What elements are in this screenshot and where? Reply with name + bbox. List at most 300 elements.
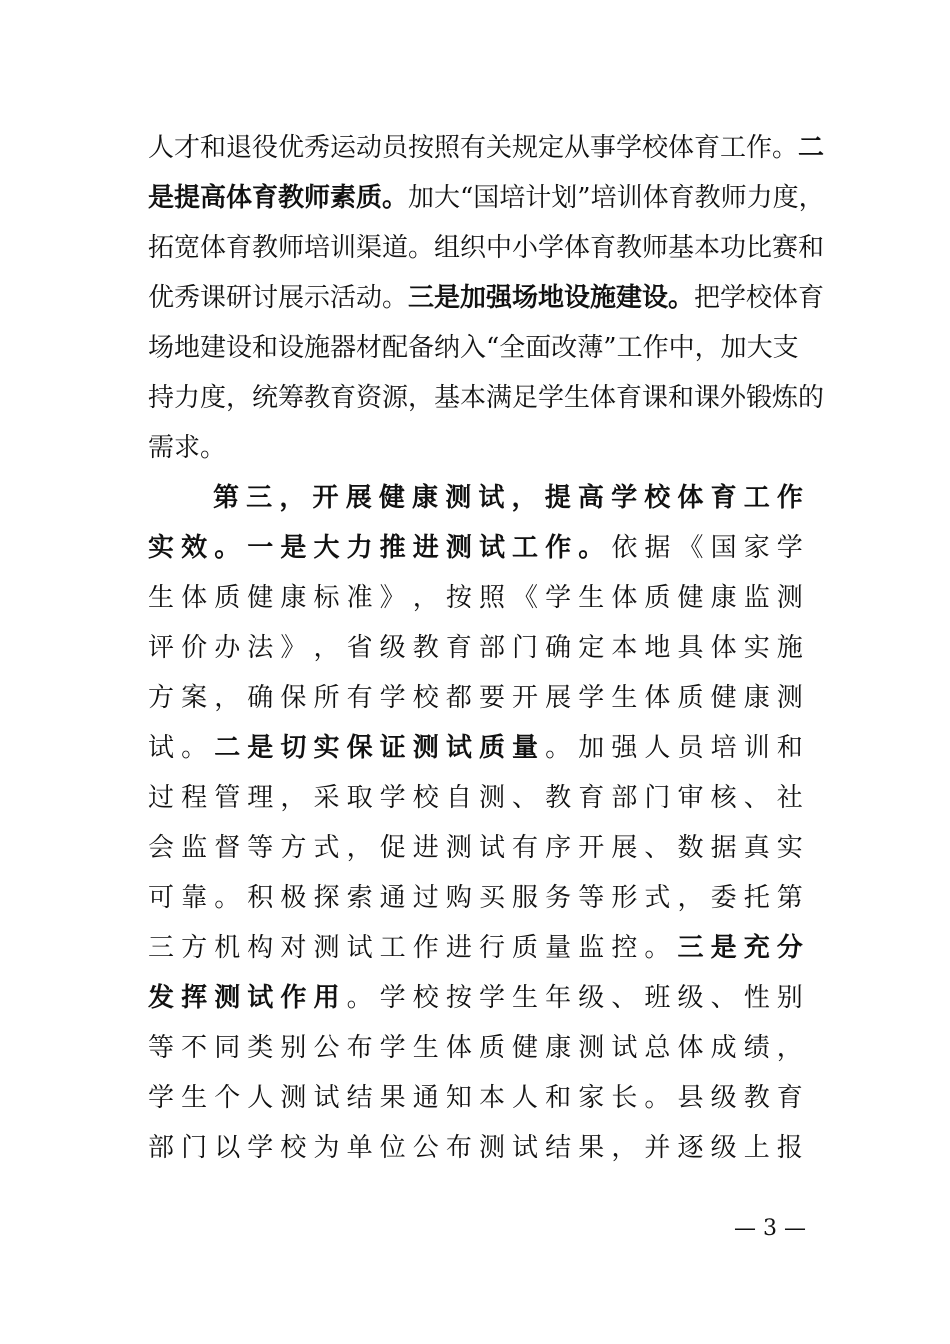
glyph: 测	[578, 1033, 605, 1063]
glyph: 。	[346, 983, 373, 1013]
glyph: 实	[148, 533, 175, 563]
text-line-18	[148, 976, 803, 1020]
glyph: 是	[247, 733, 274, 763]
glyph: 级	[578, 983, 605, 1013]
glyph: 强	[611, 733, 638, 763]
glyph: 保	[346, 733, 373, 763]
text-line-11	[148, 626, 803, 670]
glyph: 体	[611, 583, 638, 613]
glyph: 学	[611, 483, 638, 513]
glyph: 性	[743, 983, 770, 1013]
glyph: 体	[445, 1033, 472, 1063]
text-run: 优秀课研讨展示活动。	[148, 283, 409, 313]
glyph: 测	[280, 1083, 307, 1113]
glyph: 确	[545, 633, 572, 663]
glyph: 试	[445, 733, 472, 763]
glyph: 形	[611, 883, 638, 913]
glyph: 人	[512, 1083, 539, 1113]
glyph: 作	[280, 983, 307, 1013]
glyph: 是	[710, 933, 737, 963]
glyph: 量	[545, 933, 572, 963]
glyph: 以	[214, 1133, 241, 1163]
glyph: 通	[379, 883, 406, 913]
glyph: 果	[578, 1133, 605, 1163]
glyph: 施	[776, 633, 803, 663]
glyph: 《	[512, 583, 539, 613]
glyph: 育	[445, 633, 472, 663]
glyph: 校	[412, 783, 439, 813]
glyph: 采	[313, 783, 340, 813]
glyph: 测	[445, 833, 472, 863]
glyph: 教	[545, 783, 572, 813]
glyph: 单	[346, 1133, 373, 1163]
text-line-2	[148, 176, 825, 220]
glyph: 据	[644, 533, 671, 563]
glyph: ，	[214, 683, 241, 713]
glyph: 训	[743, 733, 770, 763]
glyph: 体	[181, 583, 208, 613]
glyph: 本	[478, 1083, 505, 1113]
glyph: 。	[644, 933, 671, 963]
glyph: 体	[644, 683, 671, 713]
glyph: 个	[214, 1083, 241, 1113]
glyph: 按	[445, 583, 472, 613]
glyph: 家	[578, 1083, 605, 1113]
glyph: 《	[677, 533, 704, 563]
glyph: 为	[313, 1133, 340, 1163]
glyph: 试	[478, 483, 505, 513]
glyph: 充	[743, 933, 770, 963]
glyph: 试	[346, 933, 373, 963]
glyph: 评	[148, 633, 175, 663]
glyph: 级	[710, 1133, 737, 1163]
text-line-7	[148, 426, 803, 470]
glyph: 质	[478, 733, 505, 763]
glyph: 本	[611, 633, 638, 663]
glyph: ，	[313, 633, 340, 663]
page-number: — 3 —	[734, 1216, 806, 1241]
glyph: 育	[776, 1083, 803, 1113]
glyph: 试	[313, 1083, 340, 1113]
glyph: 类	[247, 1033, 274, 1063]
glyph: 社	[776, 783, 803, 813]
glyph: 、	[710, 983, 737, 1013]
text-run: 持力度，统筹教育资源，基本满足学生体育课和课外锻炼的	[148, 383, 825, 413]
glyph: 保	[280, 683, 307, 713]
glyph: 质	[214, 583, 241, 613]
glyph: 依	[611, 533, 638, 563]
glyph: 知	[445, 1083, 472, 1113]
glyph: ，	[279, 483, 306, 513]
glyph: 展	[345, 483, 372, 513]
glyph: 测	[445, 533, 472, 563]
glyph: 实	[743, 633, 770, 663]
glyph: 。	[214, 883, 241, 913]
text-line-5	[148, 326, 803, 370]
glyph: 展	[545, 683, 572, 713]
text-line-21	[148, 1126, 803, 1170]
glyph: 生	[148, 583, 175, 613]
glyph: 门	[512, 633, 539, 663]
glyph: 试	[148, 733, 175, 763]
glyph: 序	[545, 833, 572, 863]
bold-text-run: 二	[798, 133, 825, 163]
glyph: 公	[412, 1133, 439, 1163]
glyph: 生	[611, 683, 638, 713]
text-run: 场地建设和设施器材配备纳入“全面改薄”工作中，加大支	[148, 333, 799, 363]
glyph: 学	[478, 983, 505, 1013]
glyph: 教	[743, 1083, 770, 1113]
glyph: 试	[611, 1033, 638, 1063]
glyph: 行	[478, 933, 505, 963]
glyph: 并	[644, 1133, 671, 1163]
glyph: 准	[346, 583, 373, 613]
glyph: 康	[412, 483, 439, 513]
glyph: 数	[677, 833, 704, 863]
text-line-13	[148, 726, 803, 770]
glyph: 结	[346, 1083, 373, 1113]
glyph: 级	[677, 983, 704, 1013]
glyph: 量	[512, 733, 539, 763]
glyph: ，	[511, 483, 538, 513]
glyph: 都	[445, 683, 472, 713]
glyph: 人	[644, 733, 671, 763]
glyph: 培	[710, 733, 737, 763]
glyph: 年	[545, 983, 572, 1013]
glyph: 促	[379, 833, 406, 863]
glyph: 结	[545, 1133, 572, 1163]
glyph: 机	[214, 933, 241, 963]
text-line-16	[148, 876, 803, 920]
glyph: 健	[378, 483, 405, 513]
glyph: 。	[644, 1083, 671, 1113]
glyph: 据	[710, 833, 737, 863]
glyph: 绩	[743, 1033, 770, 1063]
glyph: 按	[445, 983, 472, 1013]
glyph: 确	[247, 683, 274, 713]
text-line-20	[148, 1076, 803, 1120]
glyph: 和	[545, 1083, 572, 1113]
glyph: 监	[743, 583, 770, 613]
text-line-6	[148, 376, 825, 420]
glyph: 买	[478, 883, 505, 913]
glyph: 育	[578, 783, 605, 813]
glyph: 大	[313, 533, 340, 563]
text-line-12	[148, 676, 803, 720]
glyph: 家	[743, 533, 770, 563]
glyph: 生	[181, 1083, 208, 1113]
glyph: 和	[776, 733, 803, 763]
glyph: 有	[512, 833, 539, 863]
glyph: 有	[346, 683, 373, 713]
glyph: 索	[346, 883, 373, 913]
glyph: 理	[247, 783, 274, 813]
glyph: 审	[677, 783, 704, 813]
glyph: 过	[148, 783, 175, 813]
glyph: 靠	[181, 883, 208, 913]
glyph: 门	[181, 1133, 208, 1163]
glyph: 体	[677, 1033, 704, 1063]
glyph: 三	[246, 483, 273, 513]
glyph: 部	[611, 783, 638, 813]
glyph: 部	[478, 633, 505, 663]
text-run: 需求。	[148, 433, 227, 463]
glyph: 开	[312, 483, 339, 513]
glyph: 效	[181, 533, 208, 563]
text-line-9	[148, 526, 803, 570]
glyph: 测	[776, 683, 803, 713]
glyph: 质	[512, 933, 539, 963]
glyph: 》	[379, 583, 406, 613]
glyph: 法	[247, 633, 274, 663]
glyph: 成	[710, 1033, 737, 1063]
glyph: ，	[280, 783, 307, 813]
glyph: 挥	[181, 983, 208, 1013]
glyph: 试	[512, 1133, 539, 1163]
glyph: 等	[148, 1033, 175, 1063]
glyph: 逐	[677, 1133, 704, 1163]
glyph: 质	[644, 583, 671, 613]
glyph: 康	[545, 1033, 572, 1063]
glyph: 开	[512, 683, 539, 713]
glyph: 校	[280, 1133, 307, 1163]
glyph: 三	[677, 933, 704, 963]
glyph: 核	[710, 783, 737, 813]
glyph: 部	[148, 1133, 175, 1163]
bold-text-run: 三是加强场地设施建设。	[408, 283, 695, 313]
glyph: 试	[478, 533, 505, 563]
glyph: 取	[346, 783, 373, 813]
glyph: 康	[280, 583, 307, 613]
glyph: 积	[247, 883, 274, 913]
glyph: 推	[379, 533, 406, 563]
glyph: ，	[611, 1133, 638, 1163]
glyph: 督	[214, 833, 241, 863]
glyph: 生	[412, 1033, 439, 1063]
glyph: 育	[710, 483, 737, 513]
glyph: 布	[346, 1033, 373, 1063]
glyph: 健	[710, 683, 737, 713]
glyph: 所	[313, 683, 340, 713]
glyph: 、	[512, 783, 539, 813]
glyph: 》	[280, 633, 307, 663]
text-line-10	[148, 576, 803, 620]
glyph: 构	[247, 933, 274, 963]
glyph: 委	[710, 883, 737, 913]
glyph: 对	[280, 933, 307, 963]
glyph: 第	[776, 883, 803, 913]
text-line-3	[148, 226, 825, 270]
glyph: 二	[214, 733, 241, 763]
glyph: 式	[313, 833, 340, 863]
glyph: 门	[644, 783, 671, 813]
glyph: 方	[148, 683, 175, 713]
glyph: 位	[379, 1133, 406, 1163]
glyph: 证	[379, 733, 406, 763]
glyph: 管	[214, 783, 241, 813]
glyph: 果	[379, 1083, 406, 1113]
glyph: 测	[478, 783, 505, 813]
glyph: 等	[578, 883, 605, 913]
glyph: 加	[578, 733, 605, 763]
bold-text-run: 是提高体育教师素质。	[148, 183, 409, 213]
glyph: 健	[677, 583, 704, 613]
glyph: 长	[611, 1083, 638, 1113]
glyph: 式	[644, 883, 671, 913]
glyph: 测	[478, 1133, 505, 1163]
glyph: 提	[544, 483, 571, 513]
glyph: 体	[677, 483, 704, 513]
glyph: 学	[247, 1133, 274, 1163]
glyph: 是	[280, 533, 307, 563]
glyph: 探	[313, 883, 340, 913]
glyph: 、	[611, 983, 638, 1013]
glyph: 。	[545, 733, 572, 763]
glyph: 要	[478, 683, 505, 713]
glyph: 照	[478, 583, 505, 613]
glyph: 公	[313, 1033, 340, 1063]
glyph: 质	[478, 1033, 505, 1063]
glyph: 级	[379, 633, 406, 663]
glyph: 试	[247, 983, 274, 1013]
glyph: 校	[412, 683, 439, 713]
glyph: 不	[181, 1033, 208, 1063]
glyph: 省	[346, 633, 373, 663]
glyph: 测	[445, 483, 472, 513]
glyph: 可	[148, 883, 175, 913]
text-run: 人才和退役优秀运动员按照有关规定从事学校体育工作。	[148, 133, 799, 163]
glyph: 购	[445, 883, 472, 913]
glyph: 人	[247, 1083, 274, 1113]
glyph: 标	[313, 583, 340, 613]
glyph: 县	[677, 1083, 704, 1113]
glyph: 学	[776, 533, 803, 563]
glyph: 作	[545, 533, 572, 563]
glyph: 方	[181, 933, 208, 963]
glyph: 展	[611, 833, 638, 863]
text-line-17	[148, 926, 803, 970]
glyph: 健	[247, 583, 274, 613]
text-line-4	[148, 276, 825, 320]
glyph: 校	[644, 483, 671, 513]
glyph: 学	[379, 1033, 406, 1063]
glyph: 真	[743, 833, 770, 863]
glyph: 会	[148, 833, 175, 863]
text-line-14	[148, 776, 803, 820]
glyph: 学	[545, 583, 572, 613]
glyph: 案	[181, 683, 208, 713]
glyph: 质	[677, 683, 704, 713]
glyph: 学	[379, 983, 406, 1013]
text-run: 加大“国培计划”培训体育教师力度，	[408, 183, 825, 213]
glyph: 上	[743, 1133, 770, 1163]
glyph: ，	[412, 583, 439, 613]
text-line-19	[148, 1026, 803, 1070]
glyph: 健	[512, 1033, 539, 1063]
glyph: 一	[247, 533, 274, 563]
glyph: 测	[776, 583, 803, 613]
glyph: 别	[280, 1033, 307, 1063]
glyph: 分	[776, 933, 803, 963]
glyph: 作	[776, 483, 803, 513]
glyph: 试	[478, 833, 505, 863]
glyph: 第	[213, 483, 240, 513]
glyph: 务	[545, 883, 572, 913]
glyph: 康	[710, 583, 737, 613]
glyph: 价	[181, 633, 208, 663]
text-line-8	[213, 476, 803, 520]
glyph: 班	[644, 983, 671, 1013]
glyph: 测	[214, 983, 241, 1013]
glyph: 。	[214, 533, 241, 563]
glyph: 托	[743, 883, 770, 913]
glyph: 作	[412, 933, 439, 963]
glyph: 总	[644, 1033, 671, 1063]
glyph: 进	[445, 933, 472, 963]
glyph: 地	[644, 633, 671, 663]
glyph: 工	[743, 483, 770, 513]
glyph: 工	[379, 933, 406, 963]
glyph: 学	[379, 783, 406, 813]
glyph: 工	[512, 533, 539, 563]
glyph: 进	[412, 833, 439, 863]
glyph: 程	[181, 783, 208, 813]
glyph: 别	[776, 983, 803, 1013]
glyph: 学	[578, 683, 605, 713]
glyph: 。	[181, 733, 208, 763]
glyph: 开	[578, 833, 605, 863]
glyph: 进	[412, 533, 439, 563]
glyph: 自	[445, 783, 472, 813]
glyph: 通	[412, 1083, 439, 1113]
glyph: 办	[214, 633, 241, 663]
glyph: 高	[577, 483, 604, 513]
glyph: 生	[512, 983, 539, 1013]
glyph: 体	[710, 633, 737, 663]
glyph: 报	[776, 1133, 803, 1163]
glyph: 力	[346, 533, 373, 563]
glyph: 国	[710, 533, 737, 563]
glyph: 极	[280, 883, 307, 913]
glyph: 教	[412, 633, 439, 663]
text-line-1	[148, 126, 825, 170]
glyph: 。	[578, 533, 605, 563]
glyph: 级	[710, 1083, 737, 1113]
glyph: 测	[412, 733, 439, 763]
glyph: 切	[280, 733, 307, 763]
glyph: 实	[313, 733, 340, 763]
glyph: 等	[247, 833, 274, 863]
text-run: 把学校体育	[694, 283, 825, 313]
glyph: 控	[611, 933, 638, 963]
glyph: ，	[776, 1033, 803, 1063]
glyph: 定	[578, 633, 605, 663]
glyph: 过	[412, 883, 439, 913]
glyph: 实	[776, 833, 803, 863]
glyph: 三	[148, 933, 175, 963]
glyph: 同	[214, 1033, 241, 1063]
glyph: 具	[677, 633, 704, 663]
glyph: ，	[677, 883, 704, 913]
glyph: 生	[578, 583, 605, 613]
glyph: ，	[346, 833, 373, 863]
glyph: 发	[148, 983, 175, 1013]
glyph: 方	[280, 833, 307, 863]
glyph: 员	[677, 733, 704, 763]
glyph: 用	[313, 983, 340, 1013]
glyph: 学	[148, 1083, 175, 1113]
glyph: 监	[578, 933, 605, 963]
